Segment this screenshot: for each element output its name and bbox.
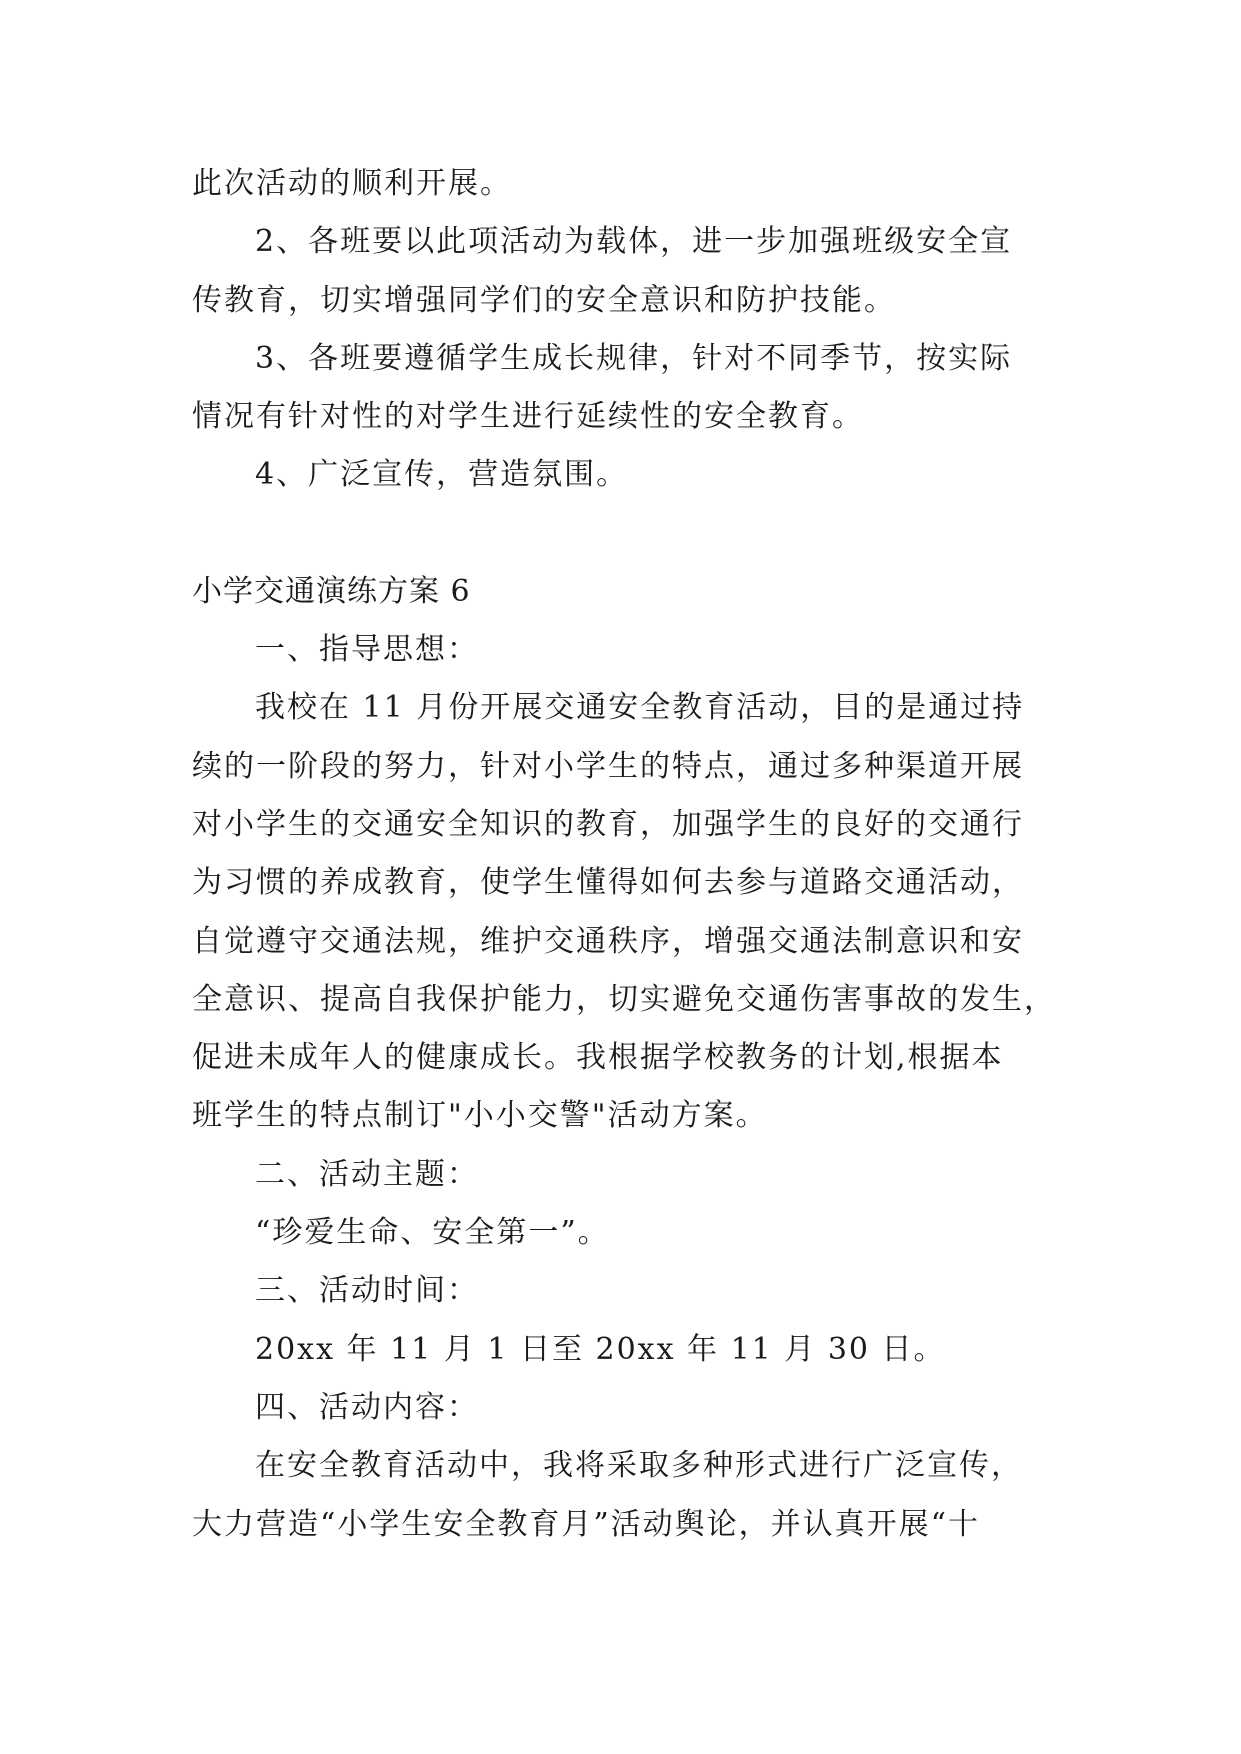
- activity-content-line-1: 在安全教育活动中，我将采取多种形式进行广泛宣传，: [255, 1448, 1023, 1484]
- activity-content-line-2: 大力营造“小学生安全教育月”活动舆论，并认真开展“十: [192, 1506, 981, 1542]
- paragraph-line-6: 4、广泛宣传，营造氛围。: [255, 457, 629, 493]
- paragraph-line-4: 3、各班要遵循学生成长规律，针对不同季节，按实际: [255, 340, 1013, 376]
- section-spacer: [192, 505, 1052, 563]
- paragraph-line-5: 情况有针对性的对学生进行延续性的安全教育。: [192, 399, 864, 435]
- heading-guiding-ideology: 一、指导思想：: [255, 632, 479, 668]
- body-line-8: 班学生的特点制订"小小交警"活动方案。: [192, 1098, 768, 1134]
- activity-time-text: 20xx 年 11 月 1 日至 20xx 年 11 月 30 日。: [255, 1331, 946, 1367]
- body-line-2: 续的一阶段的努力，针对小学生的特点，通过多种渠道开展: [192, 748, 1024, 784]
- document-page: [192, 155, 1056, 1554]
- body-line-4: 为习惯的养成教育，使学生懂得如何去参与道路交通活动，: [192, 865, 1024, 901]
- heading-activity-content: 四、活动内容：: [255, 1389, 479, 1425]
- section-title: 小学交通演练方案 6: [192, 573, 471, 609]
- activity-theme-text: “珍爱生命、安全第一”。: [255, 1215, 610, 1251]
- paragraph-line-2: 2、各班要以此项活动为载体，进一步加强班级安全宣: [255, 224, 1013, 260]
- body-line-7: 促进未成年人的健康成长。我根据学校教务的计划,根据本: [192, 1040, 1004, 1076]
- heading-activity-time: 三、活动时间：: [255, 1273, 479, 1309]
- body-line-1: 我校在 11 月份开展交通安全教育活动，目的是通过持: [255, 690, 1025, 726]
- body-line-6: 全意识、提高自我保护能力，切实避免交通伤害事故的发生，: [192, 981, 1056, 1017]
- heading-activity-theme: 二、活动主题：: [255, 1156, 479, 1192]
- paragraph-line-3: 传教育，切实增强同学们的安全意识和防护技能。: [192, 282, 896, 318]
- body-line-3: 对小学生的交通安全知识的教育，加强学生的良好的交通行: [192, 806, 1024, 842]
- body-line-5: 自觉遵守交通法规，维护交通秩序，增强交通法制意识和安: [192, 923, 1024, 959]
- paragraph-line-1: 此次活动的顺利开展。: [192, 166, 512, 201]
